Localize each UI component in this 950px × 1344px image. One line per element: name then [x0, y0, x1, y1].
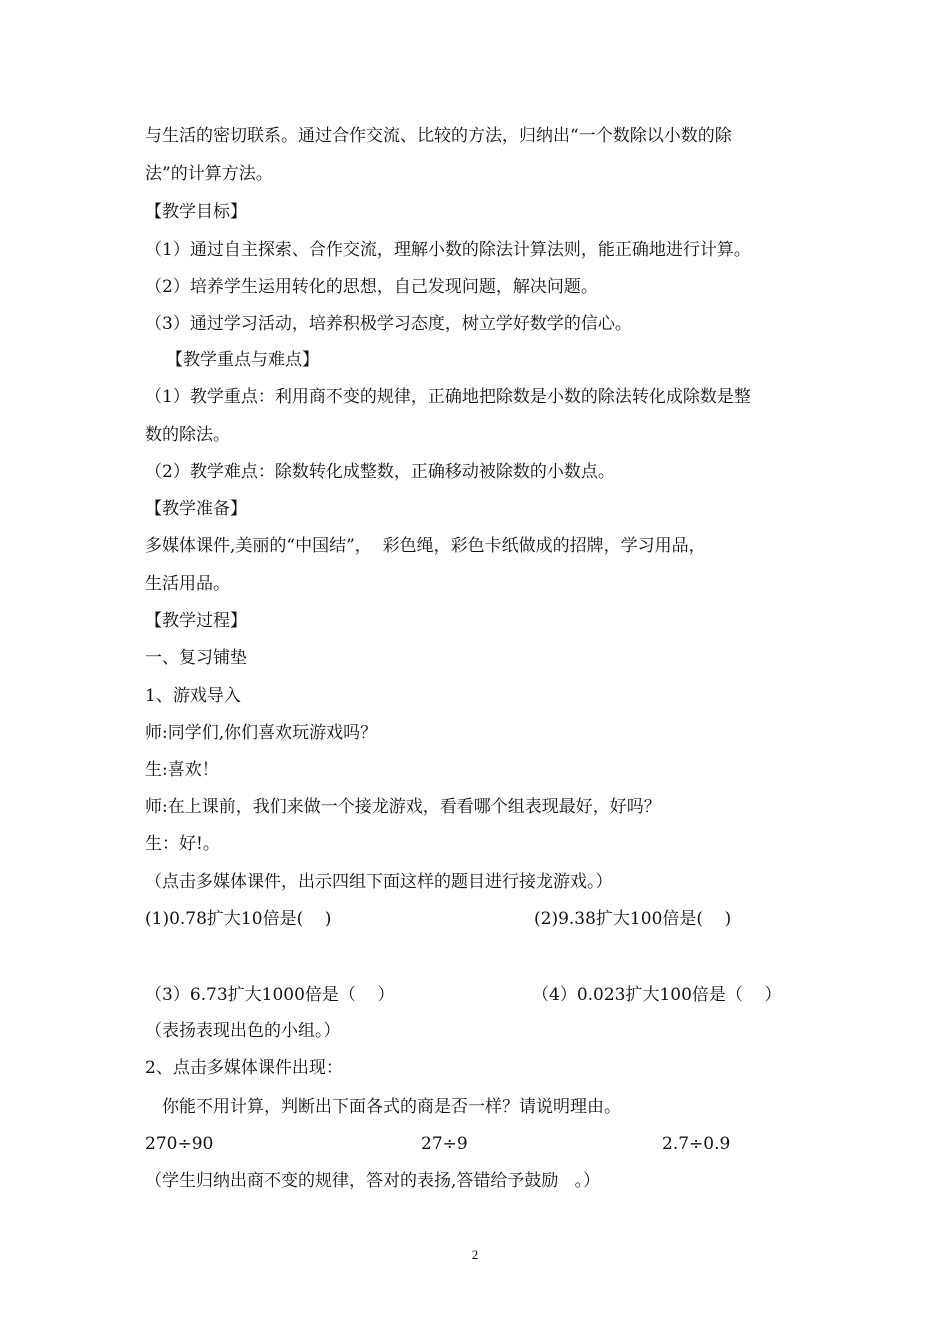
note-line: （表扬表现出色的小组。） [145, 1021, 341, 1041]
section-heading-process: 【教学过程】 [145, 611, 247, 631]
exercise-2: (2)9.38扩大100倍是( ) [534, 909, 732, 929]
step-multimedia: 2、点击多媒体课件出现： [145, 1058, 343, 1078]
goal-item-1: （1）通过自主探索、合作交流，理解小数的除法计算法则，能正确地进行计算。 [145, 240, 751, 260]
exercise-3: （3）6.73扩大1000倍是（ ） [145, 985, 395, 1005]
dialogue-line: 师:同学们,你们喜欢玩游戏吗？ [145, 723, 378, 743]
key-point-1: （1）教学重点：利用商不变的规律，正确地把除数是小数的除法转化成除数是整 [145, 387, 751, 407]
section-heading-goals: 【教学目标】 [145, 202, 247, 222]
note-line: （点击多媒体课件，出示四组下面这样的题目进行接龙游戏。） [145, 872, 613, 892]
dialogue-line: 生：好!。 [145, 834, 220, 854]
question-line: 你能不用计算，判断出下面各式的商是否一样？请说明理由。 [162, 1097, 621, 1117]
key-point-2: （2）教学难点：除数转化成整数，正确移动被除数的小数点。 [145, 462, 615, 482]
goal-item-3: （3）通过学习活动，培养积极学习态度，树立学好数学的信心。 [145, 314, 632, 334]
exercise-1: (1)0.78扩大10倍是( ) [145, 909, 332, 929]
key-point-1-cont: 数的除法。 [145, 425, 230, 445]
expression-2: 27÷9 [421, 1134, 468, 1154]
dialogue-line: 师:在上课前，我们来做一个接龙游戏，看看哪个组表现最好，好吗？ [145, 797, 661, 817]
goal-item-2: （2）培养学生运用转化的思想，自己发现问题，解决问题。 [145, 277, 598, 297]
expression-1: 270÷90 [145, 1134, 214, 1154]
section-heading-preparation: 【教学准备】 [145, 499, 247, 519]
paragraph-line: 法”的计算方法。 [145, 164, 273, 184]
page-number: 2 [471, 1247, 479, 1262]
section-heading-key-points: 【教学重点与难点】 [166, 350, 319, 370]
paragraph-line: 与生活的密切联系。通过合作交流、比较的方法，归纳出“一个数除以小数的除 [145, 126, 732, 146]
subsection-review: 一、复习铺垫 [145, 648, 247, 668]
dialogue-line: 生:喜欢！ [145, 760, 219, 780]
note-line: （学生归纳出商不变的规律，答对的表扬,答错给予鼓励 。） [145, 1171, 601, 1191]
exercise-4: （4）0.023扩大100倍是（ ） [532, 985, 782, 1005]
step-game-intro: 1、游戏导入 [145, 686, 241, 706]
expression-3: 2.7÷0.9 [662, 1134, 731, 1154]
preparation-text-cont: 生活用品。 [145, 574, 230, 594]
preparation-text: 多媒体课件,美丽的“中国结”， 彩色绳，彩色卡纸做成的招牌，学习用品， [145, 536, 706, 556]
